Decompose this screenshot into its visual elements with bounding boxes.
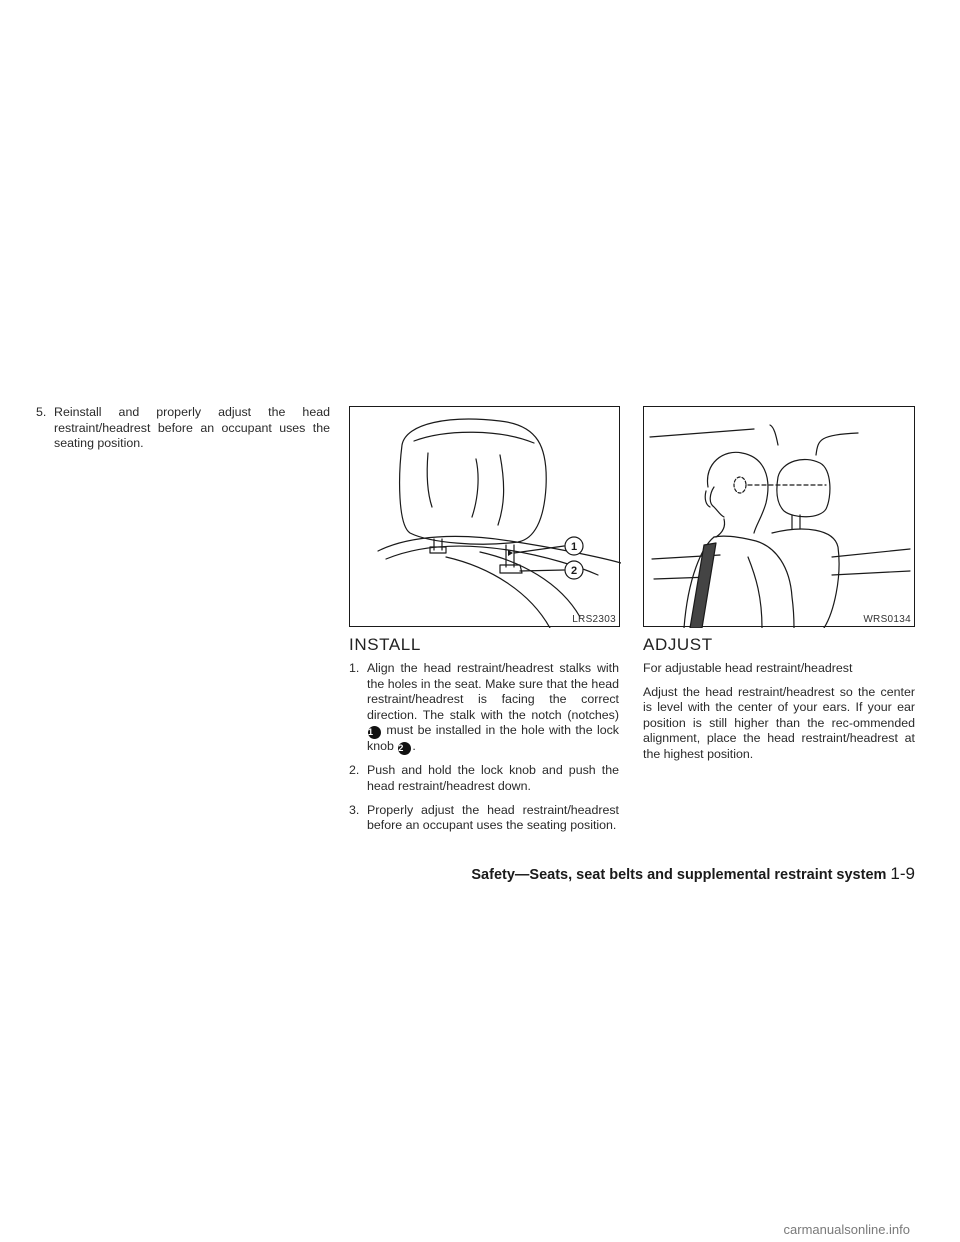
headrest-adjust-drawing bbox=[644, 407, 916, 628]
callout-2-label: 2 bbox=[570, 565, 578, 577]
install-illustration bbox=[349, 406, 620, 627]
adjust-body: Adjust the head restraint/headrest so the center is level with the center of your ears. If your ear position is still higher than the rec-ommended alignment, place the head restraint/headrest at the highest position. bbox=[643, 684, 915, 761]
step-number: 2. bbox=[349, 763, 360, 778]
section-title: Safety—Seats, seat belts and supplemental restraint system bbox=[471, 867, 887, 883]
step-number: 5. bbox=[36, 405, 47, 419]
watermark: carmanualsonline.info bbox=[783, 1222, 910, 1237]
step-text: Properly adjust the head restraint/headrest before an occupant uses the seating position. bbox=[367, 802, 619, 833]
step-text-part: Align the head restraint/headrest stalks with the holes in the seat. Make sure that the head restraint/headrest is facing the correct direction. The stalk with the notch (notches) bbox=[367, 661, 619, 722]
adjust-illustration bbox=[643, 406, 915, 627]
callout-1-marker: 1 bbox=[368, 726, 381, 739]
adjust-heading: ADJUST bbox=[643, 635, 713, 654]
adjust-section bbox=[643, 635, 915, 771]
figure-code: LRS2303 bbox=[572, 614, 616, 625]
install-section bbox=[349, 635, 619, 842]
callout-1-label: 1 bbox=[570, 541, 578, 553]
step-text: Reinstall and properly adjust the head restraint/headrest before an occupant uses the seating position. bbox=[54, 405, 330, 451]
step-text: Push and hold the lock knob and push the head restraint/headrest down. bbox=[367, 763, 619, 793]
step-text bbox=[367, 661, 619, 755]
list-item bbox=[36, 405, 330, 452]
install-heading: INSTALL bbox=[349, 635, 421, 654]
list-item bbox=[349, 661, 619, 755]
step-number: 1. bbox=[349, 661, 360, 675]
page-footer bbox=[471, 864, 915, 884]
adjust-subheading: For adjustable head restraint/headrest bbox=[643, 661, 853, 675]
list-item bbox=[349, 803, 619, 834]
list-item bbox=[349, 763, 619, 794]
step-5-block bbox=[36, 405, 330, 460]
step-text-part: . bbox=[412, 739, 416, 754]
figure-code: WRS0134 bbox=[863, 614, 911, 625]
step-text-part: must be installed in the hole with the lock knob bbox=[367, 723, 619, 754]
step-number: 3. bbox=[349, 802, 360, 817]
headrest-install-drawing bbox=[350, 407, 621, 628]
page-number: 1-9 bbox=[890, 864, 915, 883]
callout-2-marker: 2 bbox=[398, 742, 411, 755]
